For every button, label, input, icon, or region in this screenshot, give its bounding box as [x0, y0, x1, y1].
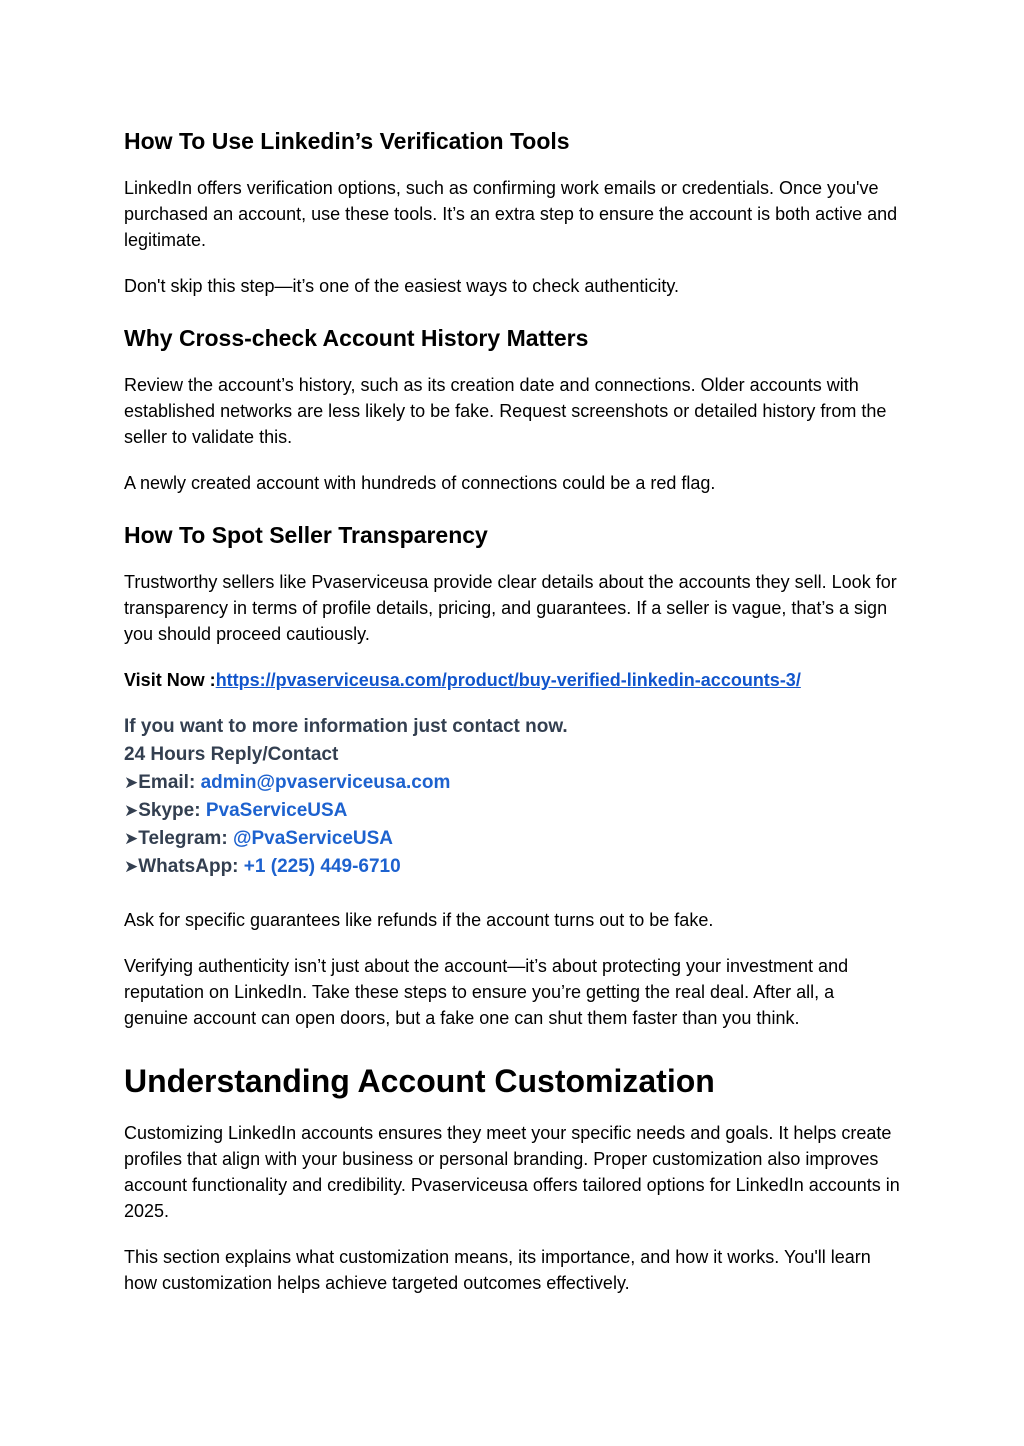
contact-label-email: Email: — [138, 772, 201, 793]
contact-line-skype — [124, 797, 900, 825]
contact-intro: If you want to more information just contact now. — [124, 716, 568, 737]
contact-hours: 24 Hours Reply/Contact — [124, 744, 339, 765]
contact-value-email[interactable]: admin@pvaserviceusa.com — [200, 772, 451, 793]
heading-verification-tools: How To Use Linkedin’s Verification Tools — [124, 128, 570, 154]
paragraph-guarantees: Ask for specific guarantees like refunds if the account turns out to be fake. — [124, 910, 714, 930]
arrow-icon: ➤ — [124, 773, 139, 792]
contact-line-email — [124, 769, 900, 797]
visit-now-label: Visit Now : — [124, 670, 216, 690]
paragraph-history-1: Review the account’s history, such as its creation date and connections. Older accounts with established networks are less likely to be fake. Request screenshots or detailed history from the seller to validate this. — [124, 375, 887, 447]
visit-now-line — [124, 667, 900, 693]
heading-account-history: Why Cross-check Account History Matters — [124, 325, 589, 351]
paragraph-customization-1: Customizing LinkedIn accounts ensures they meet your specific needs and goals. It helps create profiles that align with your business or personal branding. Proper customization also improves account functionality and credibility. Pvaserviceusa offers tailored options for LinkedIn accounts in 2025. — [124, 1123, 900, 1221]
heading-seller-transparency: How To Spot Seller Transparency — [124, 522, 488, 548]
paragraph-verification-2: Don't skip this step—it’s one of the easiest ways to check authenticity. — [124, 276, 680, 296]
contact-line-whatsapp — [124, 853, 900, 881]
paragraph-transparency-1: Trustworthy sellers like Pvaserviceusa provide clear details about the accounts they sell. Look for transparency in terms of profile details, pricing, and guarantees. If a seller is vague, that’s a sign you should proceed cautiously. — [124, 572, 897, 644]
contact-label-skype: Skype: — [138, 800, 206, 821]
heading-account-customization: Understanding Account Customization — [124, 1063, 715, 1099]
contact-block — [124, 713, 900, 881]
contact-label-telegram: Telegram: — [138, 828, 233, 849]
arrow-icon: ➤ — [124, 801, 139, 820]
document-body — [124, 127, 900, 1296]
contact-value-skype[interactable]: PvaServiceUSA — [205, 800, 348, 821]
arrow-icon: ➤ — [124, 829, 139, 848]
paragraph-history-2: A newly created account with hundreds of connections could be a red flag. — [124, 473, 716, 493]
contact-value-whatsapp[interactable]: +1 (225) 449-6710 — [243, 856, 401, 877]
paragraph-verifying-authenticity: Verifying authenticity isn’t just about the account—it’s about protecting your investment and reputation on LinkedIn. Take these steps to ensure you’re getting the real deal. After all, a genuine account can open doors, but a fake one can shut them faster than you think. — [124, 956, 849, 1028]
paragraph-verification-1: LinkedIn offers verification options, such as confirming work emails or credentials. Once you've purchased an account, use these tools. It’s an extra step to ensure the account is both active and legitimate. — [124, 178, 898, 250]
paragraph-customization-2: This section explains what customization means, its importance, and how it works. You'll learn how customization helps achieve targeted outcomes effectively. — [124, 1247, 871, 1293]
contact-value-telegram[interactable]: @PvaServiceUSA — [232, 828, 393, 849]
contact-line-telegram — [124, 825, 900, 853]
visit-now-link[interactable]: https://pvaserviceusa.com/product/buy-verified-linkedin-accounts-3/ — [215, 670, 801, 690]
arrow-icon: ➤ — [124, 857, 139, 876]
contact-label-whatsapp: WhatsApp: — [138, 856, 244, 877]
